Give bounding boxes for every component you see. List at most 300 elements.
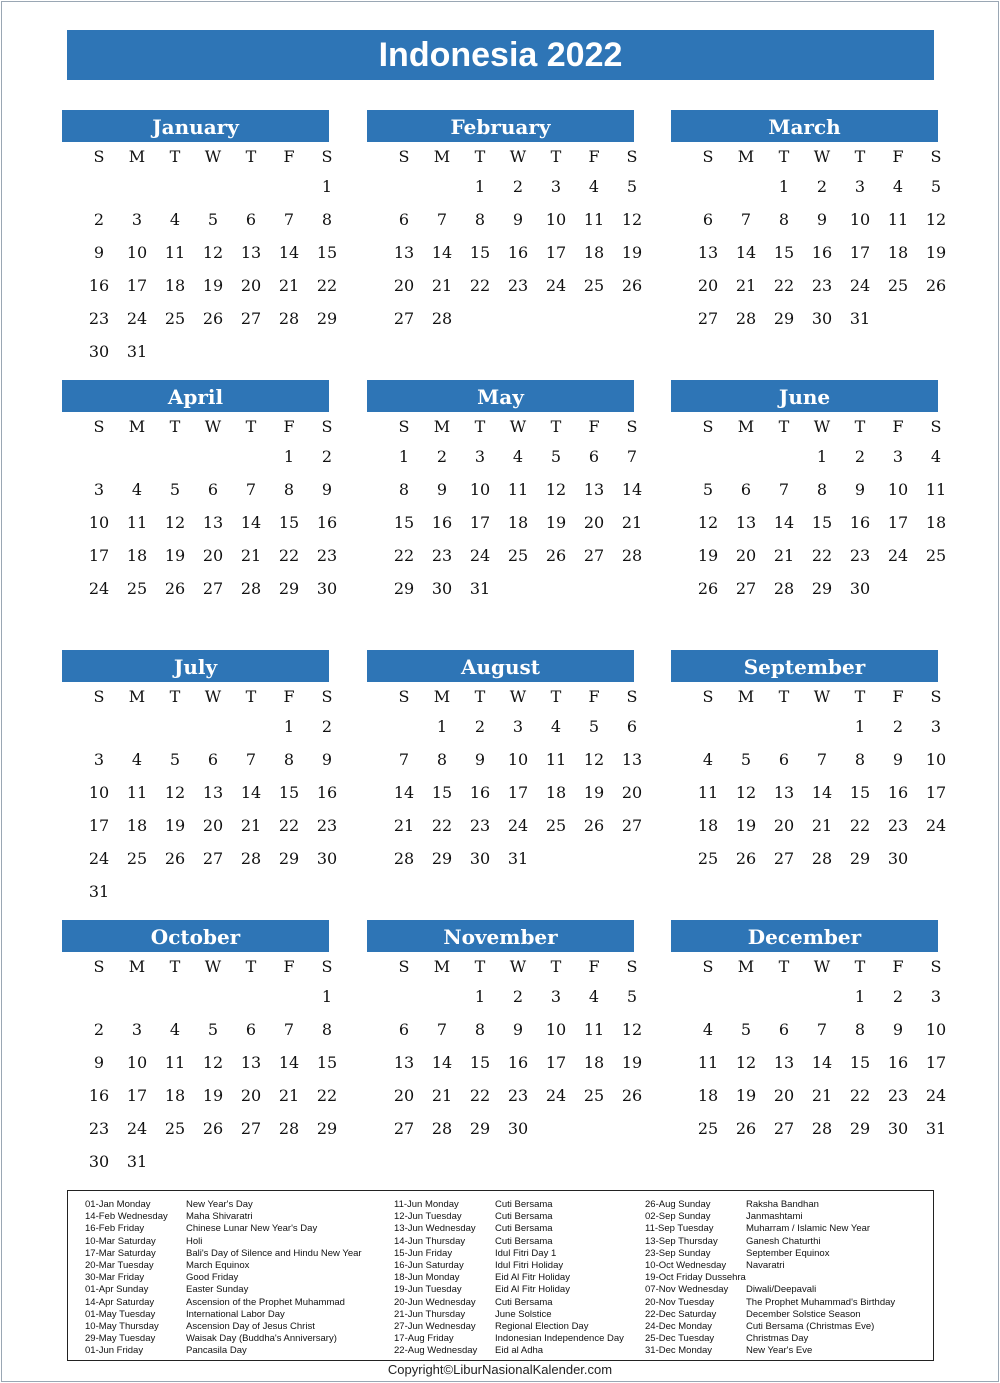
day-cell: 10 — [507, 750, 529, 769]
day-cell: 23 — [887, 816, 909, 835]
month-days-grid — [671, 142, 947, 335]
weekday-header: T — [169, 417, 181, 436]
holiday-row — [85, 1236, 385, 1248]
holiday-name: Muharram / Islamic New Year — [746, 1223, 871, 1235]
holiday-date: 14-Apr Saturday — [85, 1296, 155, 1308]
day-cell: 1 — [778, 177, 790, 196]
holiday-row — [645, 1248, 930, 1260]
day-cell: 4 — [588, 987, 600, 1006]
day-cell: 7 — [436, 210, 448, 229]
day-cell: 26 — [202, 1119, 224, 1138]
day-cell: 19 — [202, 1086, 224, 1105]
weekday-header: W — [204, 147, 222, 166]
day-cell: 13 — [240, 1053, 262, 1072]
weekday-header: M — [433, 687, 451, 706]
day-cell: 3 — [512, 717, 524, 736]
holiday-date: 13-Sep Thursday — [645, 1235, 718, 1247]
holiday-name: Raksha Bandhan — [746, 1199, 819, 1210]
day-cell: 20 — [697, 276, 719, 295]
day-cell: 1 — [474, 177, 486, 196]
weekday-header: W — [813, 957, 831, 976]
day-cell: 7 — [626, 447, 638, 466]
day-cell: 19 — [697, 546, 719, 565]
weekday-header: T — [169, 957, 181, 976]
weekday-header: T — [550, 417, 562, 436]
holiday-name: Eid Al Fitr Holiday — [495, 1284, 570, 1296]
weekday-header: S — [626, 957, 638, 976]
day-cell: 11 — [164, 243, 186, 262]
day-cell: 3 — [550, 177, 562, 196]
day-cell: 18 — [164, 1086, 186, 1105]
weekday-header: F — [283, 687, 295, 706]
weekday-header: W — [509, 687, 527, 706]
day-cell: 20 — [393, 276, 415, 295]
day-cell: 25 — [697, 1119, 719, 1138]
day-cell: 8 — [283, 750, 295, 769]
weekday-header: T — [169, 687, 181, 706]
holiday-date: 25-Dec Tuesday — [645, 1333, 715, 1345]
day-cell: 18 — [583, 243, 605, 262]
month-september — [671, 650, 947, 875]
holiday-name: New Year's Day — [186, 1199, 253, 1210]
weekday-header: W — [813, 417, 831, 436]
day-cell: 26 — [164, 579, 186, 598]
holiday-row — [645, 1309, 930, 1321]
weekday-header: W — [509, 417, 527, 436]
holiday-name: New Year's Eve — [746, 1345, 813, 1357]
day-cell: 24 — [126, 309, 148, 328]
holiday-row — [85, 1297, 385, 1309]
day-cell: 9 — [512, 210, 524, 229]
copyright-text: Copyright©LiburNasionalKalender.com — [387, 1362, 613, 1377]
day-cell: 15 — [773, 243, 795, 262]
day-cell: 26 — [583, 816, 605, 835]
day-cell: 18 — [507, 513, 529, 532]
month-title: May — [367, 380, 634, 412]
day-cell: 1 — [816, 447, 828, 466]
weekday-header: M — [128, 687, 146, 706]
weekday-header: F — [283, 417, 295, 436]
day-cell: 2 — [93, 1020, 105, 1039]
day-cell: 7 — [283, 1020, 295, 1039]
month-days-grid — [671, 952, 947, 1145]
day-cell: 9 — [854, 480, 866, 499]
day-cell: 8 — [321, 210, 333, 229]
day-cell: 5 — [930, 177, 942, 196]
day-cell: 26 — [621, 276, 643, 295]
day-cell: 2 — [892, 987, 904, 1006]
day-cell: 14 — [278, 1053, 300, 1072]
weekday-header: S — [702, 957, 714, 976]
day-cell: 1 — [474, 987, 486, 1006]
holiday-name: Eid Al Fitr Holiday — [495, 1272, 570, 1284]
day-cell: 22 — [316, 1086, 338, 1105]
holiday-row — [645, 1284, 930, 1296]
day-cell: 14 — [393, 783, 415, 802]
day-cell: 20 — [240, 276, 262, 295]
day-cell: 16 — [849, 513, 871, 532]
day-cell: 5 — [169, 750, 181, 769]
day-cell: 2 — [512, 987, 524, 1006]
weekday-header: S — [398, 417, 410, 436]
holiday-date: 14-Jun Thursday — [394, 1235, 466, 1247]
weekday-header: T — [778, 687, 790, 706]
day-cell: 23 — [469, 816, 491, 835]
day-cell: 24 — [545, 276, 567, 295]
day-cell: 11 — [925, 480, 947, 499]
weekday-header: T — [245, 417, 257, 436]
month-title: April — [62, 380, 329, 412]
day-cell: 1 — [283, 717, 295, 736]
holiday-name: Cuti Bersama — [495, 1235, 553, 1247]
day-cell: 18 — [545, 783, 567, 802]
day-cell: 26 — [621, 1086, 643, 1105]
weekday-header: T — [550, 147, 562, 166]
month-january — [62, 110, 338, 368]
day-cell: 14 — [735, 243, 757, 262]
day-cell: 16 — [88, 1086, 110, 1105]
weekday-header: S — [702, 147, 714, 166]
weekday-header: T — [854, 687, 866, 706]
day-cell: 2 — [436, 447, 448, 466]
day-cell: 19 — [621, 1053, 643, 1072]
day-cell: 29 — [469, 1119, 491, 1138]
day-cell: 26 — [164, 849, 186, 868]
weekday-header: T — [854, 417, 866, 436]
day-cell: 2 — [93, 210, 105, 229]
day-cell: 12 — [583, 750, 605, 769]
weekday-header: T — [550, 957, 562, 976]
day-cell: 3 — [131, 210, 143, 229]
day-cell: 28 — [431, 1119, 453, 1138]
weekday-header: S — [702, 687, 714, 706]
weekday-header: M — [128, 417, 146, 436]
holiday-name: Idul Fitri Holiday — [495, 1259, 564, 1271]
holiday-name: June Solstice — [495, 1308, 552, 1320]
day-cell: 6 — [702, 210, 714, 229]
day-cell: 30 — [811, 309, 833, 328]
day-cell: 27 — [697, 309, 719, 328]
day-cell: 21 — [431, 1086, 453, 1105]
weekday-header: F — [588, 417, 600, 436]
weekday-header: M — [737, 687, 755, 706]
day-cell: 3 — [131, 1020, 143, 1039]
day-cell: 4 — [702, 1020, 714, 1039]
day-cell: 17 — [849, 243, 871, 262]
day-cell: 17 — [469, 513, 491, 532]
day-cell: 21 — [773, 546, 795, 565]
day-cell: 23 — [507, 1086, 529, 1105]
day-cell: 22 — [431, 816, 453, 835]
day-cell: 6 — [588, 447, 600, 466]
day-cell: 7 — [283, 210, 295, 229]
day-cell: 27 — [202, 849, 224, 868]
day-cell: 3 — [474, 447, 486, 466]
day-cell: 8 — [321, 1020, 333, 1039]
day-cell: 13 — [202, 783, 224, 802]
day-cell: 20 — [240, 1086, 262, 1105]
day-cell: 7 — [740, 210, 752, 229]
day-cell: 16 — [507, 1053, 529, 1072]
holiday-name: March Equinox — [186, 1259, 250, 1271]
weekday-header: W — [204, 417, 222, 436]
day-cell: 7 — [816, 750, 828, 769]
weekday-header: F — [892, 417, 904, 436]
day-cell: 14 — [431, 1053, 453, 1072]
day-cell: 24 — [88, 849, 110, 868]
day-cell: 20 — [202, 816, 224, 835]
weekday-header: T — [474, 147, 486, 166]
holiday-date: 24-Dec Monday — [645, 1320, 713, 1332]
holiday-date: 01-May Tuesday — [85, 1308, 156, 1320]
month-title: October — [62, 920, 329, 952]
day-cell: 6 — [626, 717, 638, 736]
day-cell: 23 — [811, 276, 833, 295]
day-cell: 4 — [550, 717, 562, 736]
holiday-name: Ganesh Chaturthi — [746, 1235, 821, 1247]
day-cell: 4 — [131, 750, 143, 769]
day-cell: 1 — [436, 717, 448, 736]
day-cell: 4 — [169, 1020, 181, 1039]
day-cell: 29 — [393, 579, 415, 598]
day-cell: 9 — [321, 480, 333, 499]
day-cell: 5 — [740, 750, 752, 769]
day-cell: 4 — [588, 177, 600, 196]
holiday-name: Holi — [186, 1235, 203, 1247]
day-cell: 13 — [735, 513, 757, 532]
day-cell: 6 — [778, 750, 790, 769]
weekday-header: S — [321, 147, 333, 166]
holiday-row — [85, 1333, 385, 1345]
weekday-header: S — [93, 957, 105, 976]
day-cell: 29 — [431, 849, 453, 868]
holiday-date: 27-Jun Wednesday — [394, 1320, 476, 1332]
day-cell: 13 — [773, 1053, 795, 1072]
weekday-header: M — [433, 957, 451, 976]
day-cell: 5 — [550, 447, 562, 466]
holiday-date: 07-Nov Wednesday — [645, 1284, 729, 1296]
day-cell: 19 — [164, 816, 186, 835]
day-cell: 4 — [131, 480, 143, 499]
month-june — [671, 380, 947, 605]
weekday-header: M — [433, 147, 451, 166]
weekday-header: M — [737, 957, 755, 976]
day-cell: 9 — [93, 243, 105, 262]
weekday-header: S — [398, 957, 410, 976]
day-cell: 12 — [164, 783, 186, 802]
day-cell: 21 — [278, 276, 300, 295]
day-cell: 10 — [126, 1053, 148, 1072]
holiday-date: 19-Jun Tuesday — [394, 1284, 462, 1296]
day-cell: 31 — [849, 309, 871, 328]
day-cell: 13 — [202, 513, 224, 532]
day-cell: 28 — [811, 1119, 833, 1138]
holiday-name: December Solstice Season — [746, 1308, 861, 1320]
day-cell: 1 — [854, 717, 866, 736]
weekday-header: S — [321, 687, 333, 706]
weekday-header: F — [283, 957, 295, 976]
day-cell: 8 — [283, 480, 295, 499]
weekday-header: S — [321, 417, 333, 436]
holiday-date: 10-Mar Saturday — [85, 1235, 156, 1247]
holiday-name: Cuti Bersama (Christmas Eve) — [746, 1320, 875, 1332]
holiday-date: 10-May Thursday — [85, 1320, 159, 1332]
day-cell: 10 — [545, 210, 567, 229]
day-cell: 8 — [474, 210, 486, 229]
day-cell: 30 — [887, 1119, 909, 1138]
day-cell: 29 — [278, 849, 300, 868]
day-cell: 27 — [240, 1119, 262, 1138]
holiday-name: Waisak Day (Buddha's Anniversary) — [186, 1333, 337, 1345]
day-cell: 7 — [398, 750, 410, 769]
holiday-date: 16-Jun Saturday — [394, 1259, 464, 1271]
day-cell: 14 — [240, 783, 262, 802]
day-cell: 27 — [393, 1119, 415, 1138]
day-cell: 3 — [93, 480, 105, 499]
holiday-row — [645, 1333, 930, 1345]
weekday-header: T — [778, 957, 790, 976]
holiday-name: Cuti Bersama — [495, 1296, 553, 1308]
day-cell: 8 — [398, 480, 410, 499]
day-cell: 1 — [854, 987, 866, 1006]
holiday-name: Indonesian Independence Day — [495, 1333, 624, 1345]
weekday-header: T — [550, 687, 562, 706]
holiday-date: 01-Jan Monday — [85, 1199, 151, 1210]
holiday-date: 17-Mar Saturday — [85, 1247, 156, 1259]
month-days-grid — [62, 682, 338, 908]
month-title: June — [671, 380, 938, 412]
holiday-name: International Labor Day — [186, 1308, 285, 1320]
day-cell: 29 — [811, 579, 833, 598]
day-cell: 22 — [811, 546, 833, 565]
day-cell: 24 — [88, 579, 110, 598]
day-cell: 10 — [925, 750, 947, 769]
day-cell: 16 — [811, 243, 833, 262]
holiday-row — [85, 1211, 385, 1223]
day-cell: 26 — [735, 1119, 757, 1138]
day-cell: 30 — [316, 579, 338, 598]
day-cell: 18 — [583, 1053, 605, 1072]
day-cell: 6 — [398, 210, 410, 229]
month-days-grid — [367, 682, 643, 875]
day-cell: 6 — [207, 750, 219, 769]
holiday-date: 02-Sep Sunday — [645, 1211, 711, 1223]
day-cell: 30 — [849, 579, 871, 598]
day-cell: 10 — [545, 1020, 567, 1039]
day-cell: 6 — [398, 1020, 410, 1039]
day-cell: 22 — [469, 1086, 491, 1105]
holiday-date: 11-Sep Tuesday — [645, 1223, 714, 1235]
month-title: August — [367, 650, 634, 682]
day-cell: 25 — [887, 276, 909, 295]
holiday-date: 31-Dec Monday — [645, 1345, 713, 1357]
day-cell: 29 — [773, 309, 795, 328]
day-cell: 17 — [88, 546, 110, 565]
day-cell: 30 — [887, 849, 909, 868]
day-cell: 8 — [854, 750, 866, 769]
holiday-name: Eid al Adha — [495, 1345, 544, 1357]
day-cell: 3 — [93, 750, 105, 769]
holiday-date: 22-Dec Saturday — [645, 1308, 717, 1320]
day-cell: 16 — [887, 783, 909, 802]
day-cell: 23 — [88, 1119, 110, 1138]
day-cell: 11 — [697, 783, 719, 802]
day-cell: 22 — [316, 276, 338, 295]
day-cell: 28 — [621, 546, 643, 565]
month-february — [367, 110, 643, 335]
day-cell: 15 — [469, 1053, 491, 1072]
month-days-grid — [62, 142, 338, 368]
day-cell: 17 — [887, 513, 909, 532]
day-cell: 3 — [930, 987, 942, 1006]
weekday-header: W — [813, 147, 831, 166]
month-days-grid — [62, 952, 338, 1178]
month-title: January — [62, 110, 329, 142]
day-cell: 31 — [469, 579, 491, 598]
day-cell: 13 — [583, 480, 605, 499]
day-cell: 30 — [88, 342, 110, 361]
day-cell: 9 — [892, 1020, 904, 1039]
day-cell: 20 — [393, 1086, 415, 1105]
day-cell: 12 — [621, 210, 643, 229]
holiday-date: 19-Oct Friday Dussehra — [645, 1272, 746, 1284]
holiday-row — [85, 1284, 385, 1296]
day-cell: 6 — [245, 210, 257, 229]
day-cell: 4 — [702, 750, 714, 769]
day-cell: 15 — [469, 243, 491, 262]
day-cell: 9 — [436, 480, 448, 499]
day-cell: 12 — [621, 1020, 643, 1039]
day-cell: 23 — [507, 276, 529, 295]
day-cell: 2 — [816, 177, 828, 196]
month-days-grid — [367, 412, 643, 605]
weekday-header: M — [433, 417, 451, 436]
month-march — [671, 110, 947, 335]
day-cell: 5 — [588, 717, 600, 736]
day-cell: 18 — [697, 816, 719, 835]
day-cell: 21 — [811, 1086, 833, 1105]
weekday-header: S — [626, 147, 638, 166]
day-cell: 28 — [431, 309, 453, 328]
day-cell: 18 — [126, 546, 148, 565]
weekday-header: T — [169, 147, 181, 166]
holiday-date: 20-Nov Tuesday — [645, 1296, 715, 1308]
day-cell: 12 — [735, 1053, 757, 1072]
day-cell: 9 — [474, 750, 486, 769]
weekday-header: S — [930, 147, 942, 166]
month-october — [62, 920, 338, 1178]
weekday-header: S — [626, 417, 638, 436]
weekday-header: S — [930, 417, 942, 436]
day-cell: 16 — [316, 783, 338, 802]
day-cell: 2 — [892, 717, 904, 736]
day-cell: 22 — [849, 816, 871, 835]
weekday-header: T — [854, 957, 866, 976]
day-cell: 11 — [164, 1053, 186, 1072]
day-cell: 25 — [583, 276, 605, 295]
day-cell: 6 — [245, 1020, 257, 1039]
day-cell: 13 — [393, 243, 415, 262]
weekday-header: W — [509, 957, 527, 976]
weekday-header: M — [737, 147, 755, 166]
month-days-grid — [671, 682, 947, 875]
month-days-grid — [367, 142, 643, 335]
day-cell: 9 — [892, 750, 904, 769]
day-cell: 10 — [887, 480, 909, 499]
day-cell: 7 — [778, 480, 790, 499]
weekday-header: T — [778, 417, 790, 436]
day-cell: 14 — [773, 513, 795, 532]
